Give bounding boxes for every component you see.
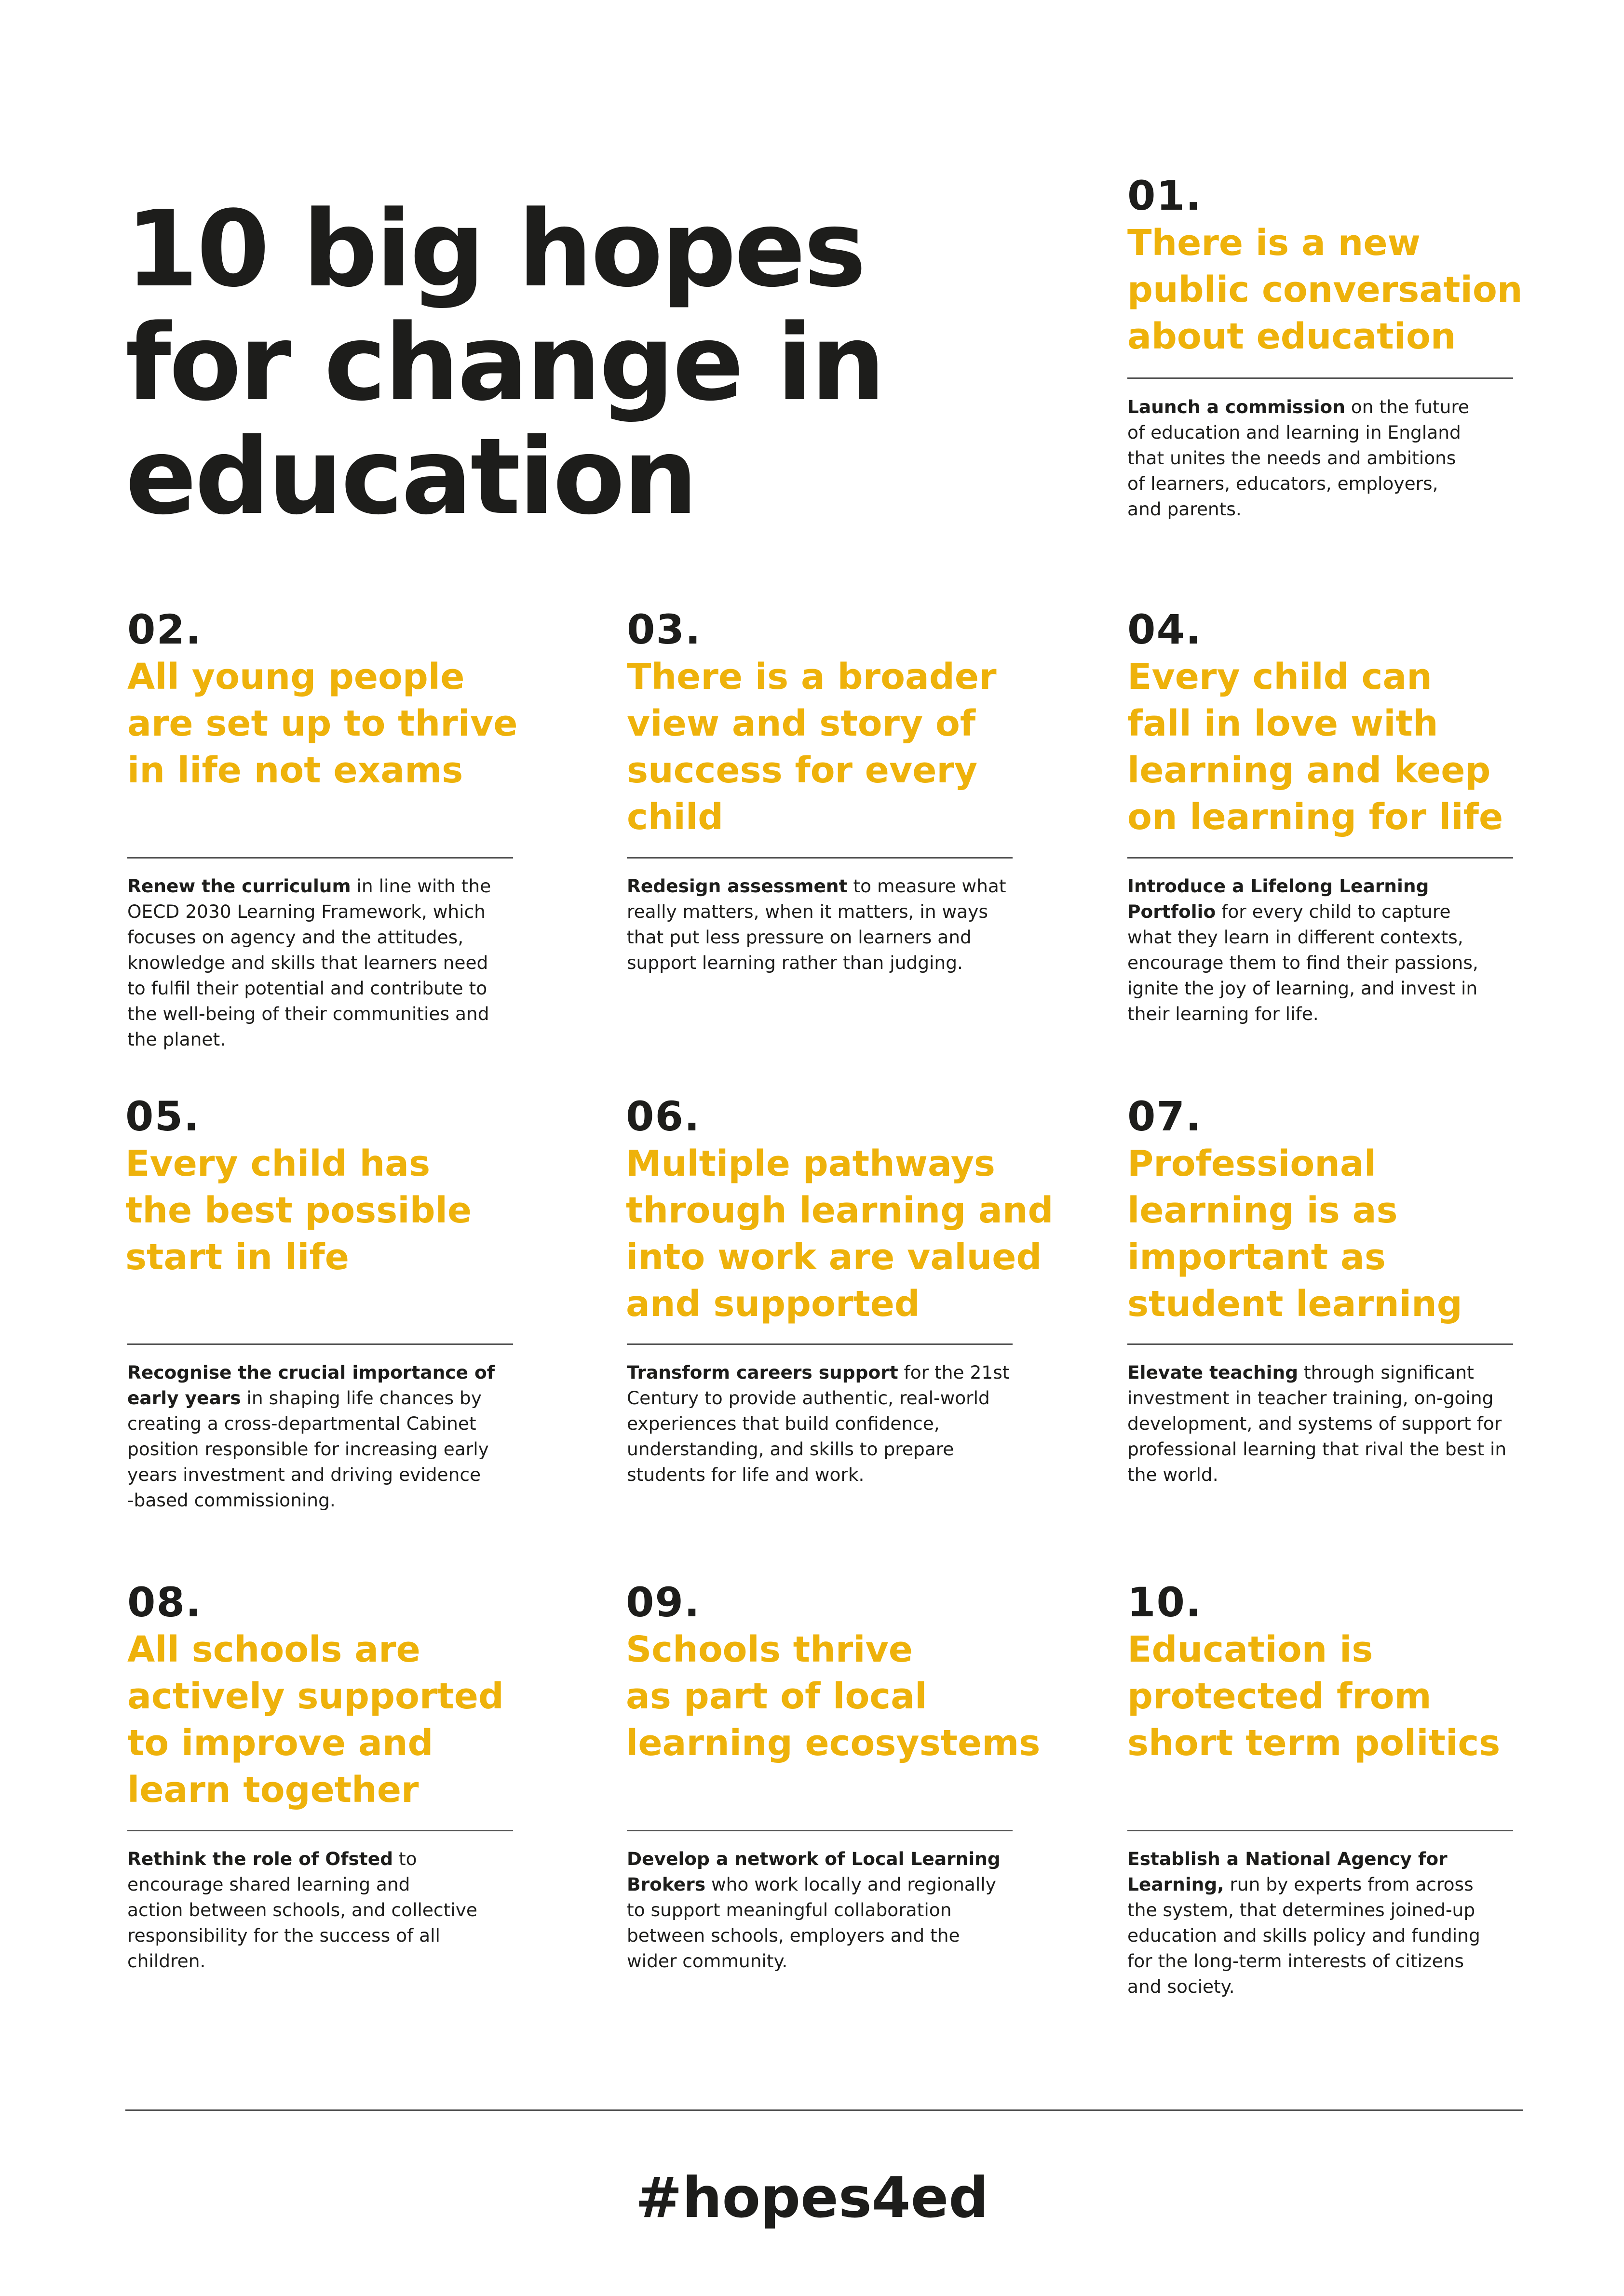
description-line: education and skills policy and funding bbox=[1127, 1925, 1480, 1946]
page-title bbox=[125, 188, 1042, 538]
description-line: support learning rather than judging. bbox=[627, 952, 963, 973]
headline-line: about education bbox=[1127, 316, 1456, 357]
headline-line: as part of local bbox=[626, 1676, 927, 1717]
hope-description bbox=[1127, 1360, 1532, 1488]
description-line: responsibility for the success of all bbox=[127, 1925, 440, 1946]
action-bold: Launch a commission bbox=[1127, 396, 1345, 417]
hope-number: 09. bbox=[626, 1579, 701, 1626]
headline-line: actively supported bbox=[127, 1676, 504, 1717]
divider bbox=[127, 1343, 513, 1345]
description-line bbox=[127, 1846, 532, 1872]
headline-line: on learning for life bbox=[1127, 796, 1503, 838]
hope-headline bbox=[125, 1141, 559, 1281]
description-line: children. bbox=[127, 1950, 206, 1972]
description-line: professional learning that rival the best in bbox=[1127, 1438, 1507, 1460]
description-line bbox=[1127, 1360, 1532, 1385]
description-line: focuses on agency and the attitudes, bbox=[127, 926, 464, 948]
description-line: to fulfil their potential and contribute to bbox=[127, 978, 487, 999]
divider bbox=[127, 1830, 513, 1831]
divider bbox=[627, 857, 1013, 859]
headline-line: Professional bbox=[1127, 1143, 1377, 1184]
description-line: OECD 2030 Learning Framework, which bbox=[127, 901, 486, 922]
headline-line: public conversation bbox=[1127, 269, 1523, 310]
description-text: through significant bbox=[1298, 1362, 1474, 1383]
hope-number: 04. bbox=[1127, 606, 1202, 653]
action-bold: Redesign assessment bbox=[627, 875, 848, 897]
title-line: education bbox=[125, 416, 696, 538]
divider bbox=[627, 1830, 1013, 1831]
hope-number: 05. bbox=[125, 1093, 200, 1140]
description-line bbox=[627, 1846, 1032, 1872]
action-bold: Develop a network of Local Learning bbox=[627, 1848, 1001, 1869]
title-line: 10 big hopes bbox=[125, 188, 865, 310]
description-line bbox=[627, 873, 1032, 899]
hope-number: 01. bbox=[1127, 172, 1202, 219]
description-line bbox=[127, 1360, 532, 1385]
hope-headline bbox=[626, 1141, 1060, 1328]
headline-line: view and story of bbox=[627, 703, 976, 744]
description-text: who work locally and regionally bbox=[705, 1874, 996, 1895]
hope-description bbox=[127, 1846, 532, 1974]
hope-description bbox=[1127, 394, 1532, 522]
footer-divider bbox=[125, 2109, 1523, 2111]
description-line: between schools, employers and the bbox=[627, 1925, 960, 1946]
hope-description bbox=[127, 873, 532, 1052]
description-line bbox=[1127, 899, 1532, 925]
action-bold: Establish a National Agency for bbox=[1127, 1848, 1448, 1869]
hope-description bbox=[627, 873, 1032, 976]
action-bold: Rethink the role of Ofsted bbox=[127, 1848, 393, 1869]
headline-line: fall in love with bbox=[1127, 703, 1438, 744]
title-line: for change in bbox=[125, 302, 884, 424]
headline-line: learning is as bbox=[1127, 1190, 1398, 1231]
headline-line: learning and keep bbox=[1127, 750, 1491, 791]
headline-line: child bbox=[627, 796, 724, 838]
description-line: students for life and work. bbox=[627, 1464, 865, 1485]
description-text: run by experts from across bbox=[1224, 1874, 1474, 1895]
description-line bbox=[627, 1872, 1032, 1897]
description-line: the world. bbox=[1127, 1464, 1218, 1485]
headline-line: through learning and bbox=[626, 1190, 1054, 1231]
description-line: really matters, when it matters, in ways bbox=[627, 901, 988, 922]
description-line: and parents. bbox=[1127, 498, 1242, 520]
hope-number: 10. bbox=[1127, 1579, 1202, 1626]
description-text: for the 21st bbox=[898, 1362, 1010, 1383]
description-line: understanding, and skills to prepare bbox=[627, 1438, 954, 1460]
hope-number: 06. bbox=[626, 1093, 701, 1140]
headline-line: learning ecosystems bbox=[626, 1722, 1041, 1764]
headline-line: into work are valued bbox=[626, 1236, 1042, 1278]
headline-line: Every child has bbox=[125, 1143, 431, 1184]
description-line: what they learn in different contexts, bbox=[1127, 926, 1463, 948]
description-line bbox=[127, 1385, 532, 1411]
headline-line: Every child can bbox=[1127, 656, 1432, 698]
hope-number: 08. bbox=[127, 1579, 202, 1626]
description-line: the well-being of their communities and bbox=[127, 1003, 489, 1024]
hope-number: 02. bbox=[127, 606, 202, 653]
headline-line: There is a new bbox=[1127, 222, 1421, 264]
hope-headline bbox=[127, 654, 561, 794]
hope-headline bbox=[127, 1626, 561, 1813]
hope-headline bbox=[1127, 1141, 1561, 1328]
divider bbox=[1127, 1830, 1513, 1831]
description-line: that put less pressure on learners and bbox=[627, 926, 972, 948]
hope-number: 03. bbox=[627, 606, 702, 653]
action-bold: Learning, bbox=[1127, 1874, 1224, 1895]
headline-line: important as bbox=[1127, 1236, 1386, 1278]
action-bold: Recognise the crucial importance of bbox=[127, 1362, 495, 1383]
description-line: for the long-term interests of citizens bbox=[1127, 1950, 1464, 1972]
hope-number: 07. bbox=[1127, 1093, 1202, 1140]
description-line bbox=[127, 873, 532, 899]
description-line: the planet. bbox=[127, 1029, 226, 1050]
footer-hashtag: #hopes4ed bbox=[635, 2165, 989, 2230]
headline-line: protected from bbox=[1127, 1676, 1432, 1717]
divider bbox=[1127, 857, 1513, 859]
description-line: their learning for life. bbox=[1127, 1003, 1319, 1024]
headline-line: and supported bbox=[626, 1283, 920, 1325]
description-line: Century to provide authentic, real-world bbox=[627, 1387, 990, 1409]
headline-line: Multiple pathways bbox=[626, 1143, 995, 1184]
divider bbox=[627, 1343, 1013, 1345]
description-text: in shaping life chances by bbox=[241, 1387, 482, 1409]
headline-line: short term politics bbox=[1127, 1722, 1501, 1764]
action-bold: Brokers bbox=[627, 1874, 706, 1895]
description-line: encourage shared learning and bbox=[127, 1874, 410, 1895]
divider bbox=[127, 857, 513, 859]
hope-headline bbox=[627, 654, 1061, 841]
hope-description bbox=[1127, 873, 1532, 1027]
description-line: encourage them to find their passions, bbox=[1127, 952, 1478, 973]
divider bbox=[1127, 377, 1513, 379]
hope-headline bbox=[1127, 1626, 1561, 1767]
action-bold: early years bbox=[127, 1387, 241, 1409]
description-line: experiences that build confidence, bbox=[627, 1413, 940, 1434]
headline-line: start in life bbox=[125, 1236, 349, 1278]
action-bold: Elevate teaching bbox=[1127, 1362, 1299, 1383]
description-line: investment in teacher training, on-going bbox=[1127, 1387, 1494, 1409]
action-bold: Renew the curriculum bbox=[127, 875, 351, 897]
description-line: -based commissioning. bbox=[127, 1490, 336, 1511]
description-line bbox=[627, 1360, 1032, 1385]
description-text: on the future bbox=[1345, 396, 1470, 417]
hope-description bbox=[127, 1360, 532, 1513]
headline-line: the best possible bbox=[125, 1190, 472, 1231]
headline-line: success for every bbox=[627, 750, 978, 791]
headline-line: learn together bbox=[127, 1769, 419, 1811]
description-line bbox=[1127, 873, 1532, 899]
headline-line: There is a broader bbox=[627, 656, 997, 698]
headline-line: All schools are bbox=[127, 1629, 420, 1670]
description-line: and society. bbox=[1127, 1976, 1235, 1997]
hope-headline bbox=[1127, 654, 1561, 841]
headline-line: to improve and bbox=[127, 1722, 433, 1764]
headline-line: in life not exams bbox=[127, 750, 463, 791]
description-line: action between schools, and collective bbox=[127, 1899, 477, 1920]
description-line bbox=[1127, 1846, 1532, 1872]
description-line bbox=[1127, 394, 1532, 420]
description-line bbox=[1127, 1872, 1532, 1897]
hope-headline bbox=[626, 1626, 1060, 1767]
description-line: years investment and driving evidence bbox=[127, 1464, 481, 1485]
description-line: wider community. bbox=[627, 1950, 788, 1972]
description-text: to bbox=[393, 1848, 417, 1869]
description-line: creating a cross-departmental Cabinet bbox=[127, 1413, 476, 1434]
description-line: to support meaningful collaboration bbox=[627, 1899, 952, 1920]
description-text: in line with the bbox=[351, 875, 491, 897]
description-line: of education and learning in England bbox=[1127, 422, 1461, 443]
headline-line: are set up to thrive bbox=[127, 703, 518, 744]
headline-line: Schools thrive bbox=[626, 1629, 913, 1670]
headline-line: All young people bbox=[127, 656, 465, 698]
description-text: for every child to capture bbox=[1216, 901, 1451, 922]
hope-description bbox=[627, 1846, 1032, 1974]
description-line: of learners, educators, employers, bbox=[1127, 473, 1438, 494]
description-line: that unites the needs and ambitions bbox=[1127, 447, 1456, 469]
description-text: to measure what bbox=[847, 875, 1006, 897]
hope-description bbox=[1127, 1846, 1532, 2000]
headline-line: Education is bbox=[1127, 1629, 1373, 1670]
headline-line: student learning bbox=[1127, 1283, 1462, 1325]
divider bbox=[1127, 1343, 1513, 1345]
hope-headline bbox=[1127, 220, 1561, 360]
hope-description bbox=[627, 1360, 1032, 1488]
description-line: ignite the joy of learning, and invest in bbox=[1127, 978, 1478, 999]
description-line: knowledge and skills that learners need bbox=[127, 952, 488, 973]
action-bold: Introduce a Lifelong Learning bbox=[1127, 875, 1429, 897]
description-line: development, and systems of support for bbox=[1127, 1413, 1502, 1434]
action-bold: Portfolio bbox=[1127, 901, 1216, 922]
action-bold: Transform careers support bbox=[627, 1362, 898, 1383]
description-line: the system, that determines joined-up bbox=[1127, 1899, 1475, 1920]
description-line: position responsible for increasing early bbox=[127, 1438, 489, 1460]
